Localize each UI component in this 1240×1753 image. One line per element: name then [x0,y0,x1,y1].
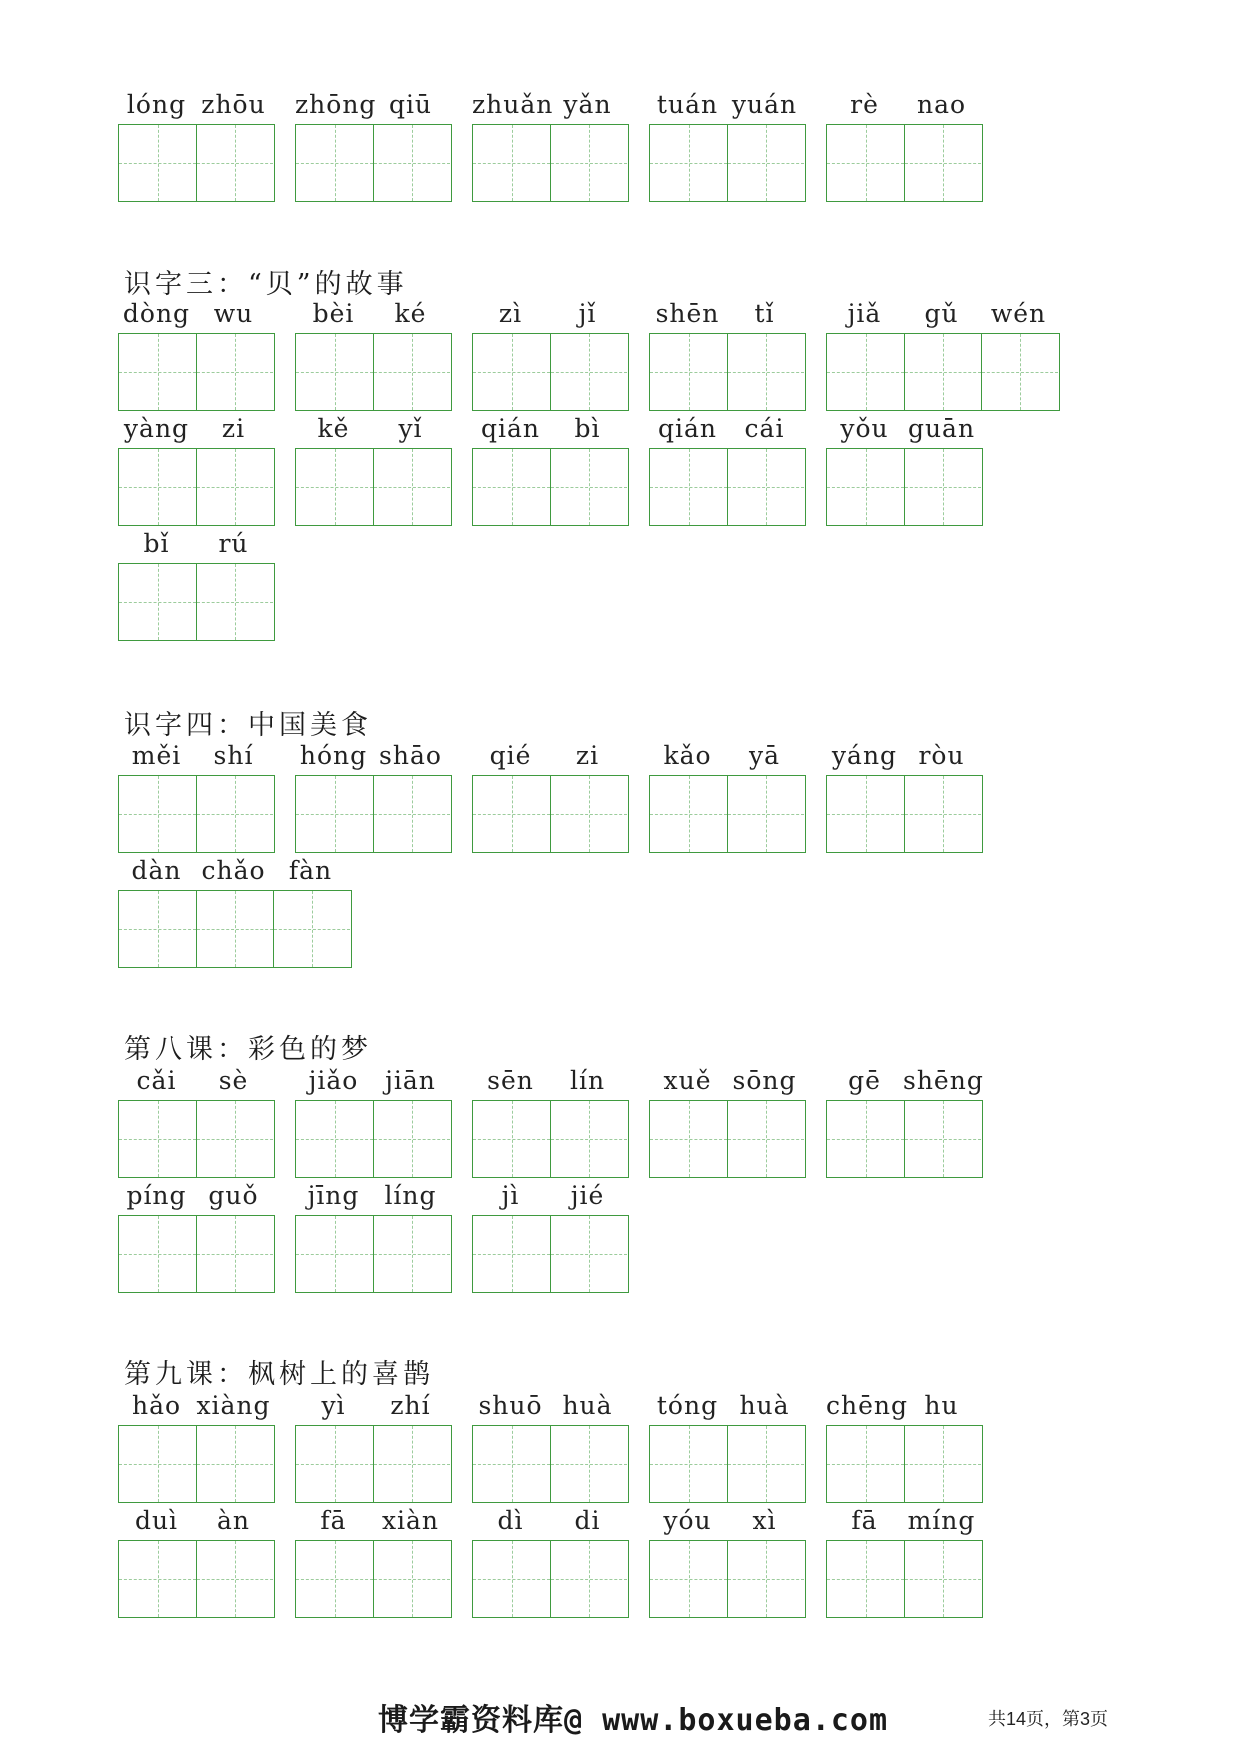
writing-cell[interactable] [904,776,981,852]
pinyin-syllable: shēn [655,299,720,328]
pinyin-row [649,1064,803,1098]
writing-cell[interactable] [119,1541,196,1617]
pinyin-row [826,297,1057,331]
writing-cell[interactable] [296,1216,373,1292]
pinyin-syllable: jīng [307,1181,360,1210]
writing-cell[interactable] [650,1541,727,1617]
pinyin-syllable: zi [221,414,246,443]
pinyin-syllable: jiǎ [847,299,882,328]
pinyin-syllable: rú [218,529,249,558]
writing-cell[interactable] [119,1101,196,1177]
writing-cell[interactable] [827,334,904,410]
pinyin-syllable: tǐ [754,299,775,328]
writing-cell[interactable] [473,1541,550,1617]
writing-cell[interactable] [550,334,627,410]
writing-cell[interactable] [727,125,804,201]
writing-grid [472,448,629,526]
writing-grid [826,448,983,526]
writing-grid [118,890,352,968]
pinyin-row [472,1179,626,1213]
writing-cell[interactable] [273,891,350,967]
writing-cell[interactable] [550,1426,627,1502]
writing-grid [472,1425,629,1503]
pinyin-syllable: tóng [656,1391,719,1420]
pinyin-row [295,297,449,331]
writing-cell[interactable] [296,1541,373,1617]
writing-cell[interactable] [196,1216,273,1292]
pinyin-syllable: guān [907,414,976,443]
pinyin-syllable: tuán [656,90,719,119]
writing-grid [295,1540,452,1618]
writing-cell[interactable] [904,125,981,201]
writing-grid [295,448,452,526]
pinyin-row [826,1389,980,1423]
pinyin-syllable: yáng [831,741,898,770]
pinyin-syllable: jiǎo [308,1066,359,1095]
writing-cell[interactable] [650,334,727,410]
pinyin-syllable: dàn [131,856,182,885]
writing-grid [118,333,275,411]
pinyin-syllable: fā [320,1506,347,1535]
pinyin-syllable: di [574,1506,601,1535]
writing-grid [118,448,275,526]
pinyin-syllable: shí [213,741,254,770]
writing-cell[interactable] [550,776,627,852]
pinyin-syllable: yóu [663,1506,712,1535]
pinyin-syllable: xuě [663,1066,712,1095]
pinyin-syllable: xì [752,1506,777,1535]
pinyin-row [295,1064,449,1098]
writing-grid [472,775,629,853]
pinyin-syllable: lóng [126,90,187,119]
writing-cell[interactable] [119,891,196,967]
pinyin-row [826,88,980,122]
pinyin-row [472,1389,626,1423]
pinyin-syllable: yǎn [563,90,612,119]
writing-cell[interactable] [196,125,273,201]
section-title: 第九课：枫树上的喜鹊 [124,1359,434,1390]
pinyin-syllable: rè [850,90,879,119]
pinyin-syllable: shāo [379,741,442,770]
writing-grid [472,124,629,202]
pinyin-syllable: hóng [299,741,368,770]
writing-grid [649,124,806,202]
writing-cell[interactable] [827,449,904,525]
writing-cell[interactable] [550,449,627,525]
pinyin-syllable: yǒu [840,414,889,443]
writing-cell[interactable] [650,449,727,525]
writing-grid [118,1425,275,1503]
writing-grid [118,1215,275,1293]
pinyin-row [649,1389,803,1423]
writing-cell[interactable] [119,564,196,640]
writing-cell[interactable] [550,1541,627,1617]
pinyin-syllable: yàng [123,414,190,443]
pinyin-syllable: qián [657,414,717,443]
writing-grid [826,775,983,853]
pinyin-row [118,88,272,122]
pinyin-syllable: bǐ [143,529,170,558]
writing-grid [118,1100,275,1178]
pinyin-syllable: zhōu [201,90,266,119]
writing-grid [472,1540,629,1618]
pinyin-row [472,739,626,773]
pinyin-syllable: dòng [122,299,191,328]
pinyin-row [472,88,626,122]
pinyin-row [295,412,449,446]
pinyin-syllable: guǒ [208,1181,259,1210]
writing-cell[interactable] [473,1101,550,1177]
writing-cell[interactable] [196,1426,273,1502]
writing-cell[interactable] [904,1101,981,1177]
pinyin-syllable: xiàn [381,1506,440,1535]
pinyin-row [118,1504,272,1538]
writing-cell[interactable] [296,449,373,525]
pinyin-syllable: píng [126,1181,187,1210]
writing-cell[interactable] [727,334,804,410]
pinyin-syllable: nao [916,90,967,119]
pinyin-syllable: jì [501,1181,520,1210]
pinyin-row [472,1504,626,1538]
pinyin-syllable: wu [213,299,254,328]
pinyin-syllable: kǎo [663,741,712,770]
writing-grid [826,1540,983,1618]
writing-cell[interactable] [981,334,1058,410]
pinyin-syllable: fàn [288,856,333,885]
writing-grid [649,1425,806,1503]
pinyin-syllable: cái [744,414,785,443]
pinyin-row [826,1064,984,1098]
writing-grid [472,1100,629,1178]
pinyin-row [295,739,449,773]
writing-cell[interactable] [373,1101,450,1177]
pinyin-syllable: yā [748,741,781,770]
pinyin-syllable: duì [134,1506,179,1535]
pinyin-syllable: zì [498,299,523,328]
pinyin-syllable: zhí [390,1391,431,1420]
pinyin-row [295,88,449,122]
section-title: 第八课：彩色的梦 [124,1034,372,1065]
writing-grid [295,1425,452,1503]
writing-cell[interactable] [373,125,450,201]
pinyin-syllable: bèi [312,299,355,328]
pinyin-syllable: dì [497,1506,524,1535]
writing-grid [118,563,275,641]
writing-cell[interactable] [827,1426,904,1502]
pinyin-row [649,412,803,446]
pinyin-syllable: yǐ [398,414,423,443]
writing-cell[interactable] [196,449,273,525]
writing-grid [295,1215,452,1293]
writing-cell[interactable] [650,1101,727,1177]
pinyin-row [472,297,626,331]
pinyin-row [826,1504,980,1538]
pinyin-syllable: huà [739,1391,790,1420]
writing-grid [472,1215,629,1293]
pinyin-syllable: àn [216,1506,250,1535]
writing-cell[interactable] [373,1541,450,1617]
pinyin-syllable: wén [990,299,1047,328]
writing-cell[interactable] [827,1101,904,1177]
pinyin-row [118,527,272,561]
pinyin-syllable: yuán [731,90,798,119]
pinyin-syllable: zi [575,741,600,770]
pinyin-syllable: yì [321,1391,346,1420]
writing-cell[interactable] [904,449,981,525]
writing-cell[interactable] [727,776,804,852]
pinyin-syllable: hu [924,1391,959,1420]
pinyin-syllable: líng [384,1181,437,1210]
pinyin-syllable: ké [394,299,427,328]
writing-grid [649,333,806,411]
pinyin-syllable: sēn [487,1066,534,1095]
pinyin-row [472,1064,626,1098]
section-title: 识字四：中国美食 [124,710,372,741]
pinyin-syllable: gē [848,1066,881,1095]
writing-cell[interactable] [650,776,727,852]
pinyin-syllable: fā [851,1506,878,1535]
pinyin-syllable: cǎi [136,1066,177,1095]
writing-cell[interactable] [550,125,627,201]
writing-cell[interactable] [119,449,196,525]
writing-cell[interactable] [296,1426,373,1502]
writing-cell[interactable] [373,334,450,410]
writing-cell[interactable] [473,1426,550,1502]
watermark-text: 博学霸资料库@ www.boxueba.com [378,1703,889,1738]
writing-cell[interactable] [196,1541,273,1617]
writing-cell[interactable] [727,1101,804,1177]
pinyin-row [826,412,980,446]
writing-grid [472,333,629,411]
pinyin-syllable: jié [570,1181,605,1210]
pinyin-row [649,297,803,331]
pinyin-syllable: sè [218,1066,249,1095]
pinyin-syllable: lín [569,1066,606,1095]
pinyin-syllable: xiàng [196,1391,271,1420]
pinyin-syllable: qián [480,414,540,443]
writing-grid [826,333,1060,411]
pinyin-syllable: gǔ [924,299,959,328]
writing-grid [649,448,806,526]
writing-cell[interactable] [373,1426,450,1502]
writing-grid [649,1540,806,1618]
writing-cell[interactable] [296,1101,373,1177]
pinyin-syllable: zhuǎn [472,90,554,119]
writing-grid [118,1540,275,1618]
writing-cell[interactable] [473,449,550,525]
writing-cell[interactable] [904,1541,981,1617]
pinyin-row [295,1179,449,1213]
pinyin-syllable: sōng [732,1066,797,1095]
writing-cell[interactable] [650,1426,727,1502]
writing-cell[interactable] [119,125,196,201]
pinyin-row [118,739,272,773]
pinyin-syllable: shuō [478,1391,543,1420]
writing-cell[interactable] [196,1101,273,1177]
pinyin-row [118,1064,272,1098]
writing-cell[interactable] [827,125,904,201]
writing-grid [649,775,806,853]
writing-grid [118,775,275,853]
writing-cell[interactable] [473,125,550,201]
pinyin-row [472,412,626,446]
writing-cell[interactable] [550,1216,627,1292]
writing-cell[interactable] [727,1541,804,1617]
writing-grid [118,124,275,202]
writing-cell[interactable] [119,1426,196,1502]
pinyin-row [118,297,272,331]
pinyin-syllable: qiū [388,90,433,119]
pinyin-syllable: jǐ [578,299,597,328]
pinyin-syllable: huà [562,1391,613,1420]
writing-cell[interactable] [473,776,550,852]
writing-cell[interactable] [196,776,273,852]
writing-grid [295,1100,452,1178]
writing-cell[interactable] [196,891,273,967]
writing-cell[interactable] [727,449,804,525]
pinyin-syllable: zhōng [295,90,377,119]
writing-cell[interactable] [473,334,550,410]
writing-grid [295,775,452,853]
writing-grid [295,124,452,202]
writing-cell[interactable] [196,564,273,640]
pinyin-row [118,1179,272,1213]
writing-cell[interactable] [727,1426,804,1502]
writing-cell[interactable] [550,1101,627,1177]
pinyin-syllable: shēng [903,1066,984,1095]
writing-cell[interactable] [473,1216,550,1292]
pinyin-row [295,1504,449,1538]
pinyin-row [118,1389,272,1423]
writing-cell[interactable] [296,334,373,410]
writing-grid [649,1100,806,1178]
pinyin-syllable: chǎo [201,856,266,885]
writing-cell[interactable] [904,1426,981,1502]
pinyin-row [649,88,803,122]
writing-cell[interactable] [196,334,273,410]
writing-cell[interactable] [827,1541,904,1617]
pinyin-row [118,412,272,446]
pinyin-syllable: qié [489,741,532,770]
pinyin-syllable: kě [317,414,350,443]
page-number: 共14页，第3页 [988,1709,1109,1729]
writing-cell[interactable] [650,125,727,201]
pinyin-syllable: chēng [826,1391,909,1420]
writing-cell[interactable] [119,334,196,410]
pinyin-row [826,739,980,773]
writing-cell[interactable] [827,776,904,852]
pinyin-syllable: bì [574,414,601,443]
writing-cell[interactable] [373,1216,450,1292]
pinyin-row [649,1504,803,1538]
writing-grid [826,124,983,202]
pinyin-syllable: ròu [918,741,965,770]
writing-grid [826,1100,983,1178]
pinyin-syllable: jiān [385,1066,436,1095]
writing-grid [295,333,452,411]
writing-cell[interactable] [904,334,981,410]
pinyin-syllable: měi [131,741,182,770]
pinyin-row [295,1389,449,1423]
writing-cell[interactable] [373,449,450,525]
pinyin-syllable: míng [907,1506,976,1535]
writing-grid [826,1425,983,1503]
writing-cell[interactable] [373,776,450,852]
writing-cell[interactable] [119,1216,196,1292]
writing-cell[interactable] [119,776,196,852]
pinyin-syllable: hǎo [131,1391,182,1420]
pinyin-row [118,854,349,888]
writing-cell[interactable] [296,776,373,852]
section-title: 识字三：“贝”的故事 [124,269,408,300]
writing-cell[interactable] [296,125,373,201]
pinyin-row [649,739,803,773]
